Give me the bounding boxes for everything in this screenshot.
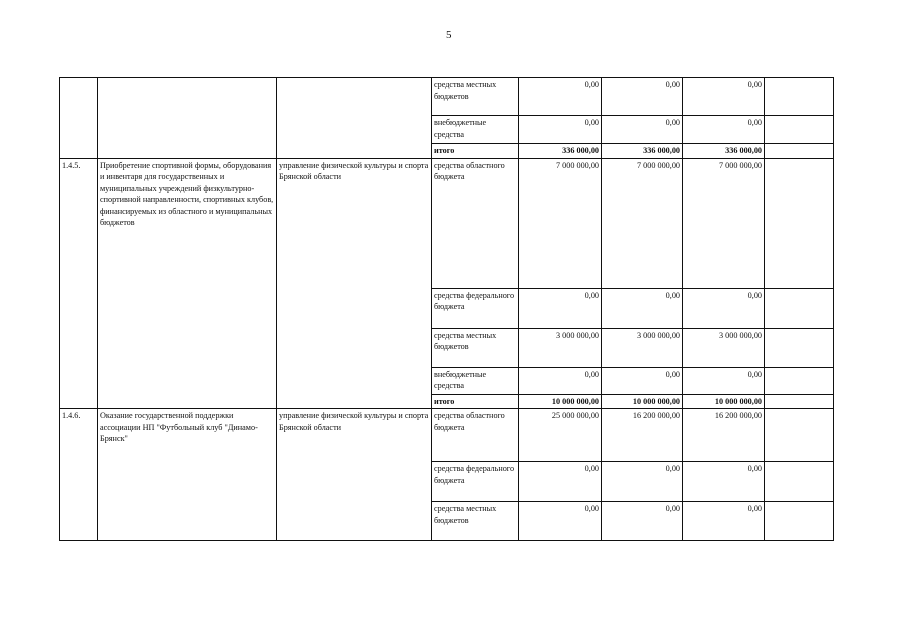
row-code	[60, 78, 98, 159]
amount-2: 0,00	[602, 116, 683, 144]
amount-2: 0,00	[602, 462, 683, 502]
table-row	[60, 158, 834, 288]
extra-cell	[765, 367, 834, 394]
extra-cell	[765, 409, 834, 462]
extra-cell	[765, 116, 834, 144]
amount-1: 0,00	[519, 367, 602, 394]
amount-2: 7 000 000,00	[602, 158, 683, 288]
extra-cell	[765, 144, 834, 159]
amount-3: 0,00	[683, 116, 765, 144]
amount-1: 336 000,00	[519, 144, 602, 159]
funding-source: средства местных бюджетов	[432, 502, 519, 541]
amount-1: 10 000 000,00	[519, 394, 602, 409]
funding-source: средства областного бюджета	[432, 409, 519, 462]
row-executor: управление физической культуры и спорта Брянской области	[277, 158, 432, 409]
extra-cell	[765, 78, 834, 116]
amount-3: 0,00	[683, 78, 765, 116]
amount-1: 3 000 000,00	[519, 328, 602, 367]
table-row	[60, 409, 834, 462]
amount-3: 16 200 000,00	[683, 409, 765, 462]
amount-2: 0,00	[602, 288, 683, 328]
amount-3: 0,00	[683, 462, 765, 502]
amount-3: 0,00	[683, 367, 765, 394]
budget-table	[59, 77, 834, 541]
row-code: 1.4.5.	[60, 158, 98, 409]
amount-3: 0,00	[683, 502, 765, 541]
page-number: 5	[446, 29, 452, 41]
table-row	[60, 78, 834, 116]
amount-1: 0,00	[519, 116, 602, 144]
row-executor	[277, 78, 432, 159]
amount-1: 0,00	[519, 288, 602, 328]
amount-3: 0,00	[683, 288, 765, 328]
amount-2: 0,00	[602, 367, 683, 394]
row-name: Оказание государственной поддержки ассоциации НП "Футбольный клуб "Динамо-Брянск"	[98, 409, 277, 541]
amount-2: 16 200 000,00	[602, 409, 683, 462]
amount-2: 3 000 000,00	[602, 328, 683, 367]
row-code: 1.4.6.	[60, 409, 98, 541]
amount-1: 7 000 000,00	[519, 158, 602, 288]
funding-source: итого	[432, 394, 519, 409]
amount-2: 0,00	[602, 502, 683, 541]
amount-3: 3 000 000,00	[683, 328, 765, 367]
funding-source: внебюджетные средства	[432, 367, 519, 394]
extra-cell	[765, 158, 834, 288]
amount-3: 7 000 000,00	[683, 158, 765, 288]
amount-1: 0,00	[519, 502, 602, 541]
amount-1: 0,00	[519, 462, 602, 502]
amount-1: 25 000 000,00	[519, 409, 602, 462]
amount-2: 0,00	[602, 78, 683, 116]
funding-source: средства местных бюджетов	[432, 78, 519, 116]
amount-1: 0,00	[519, 78, 602, 116]
extra-cell	[765, 502, 834, 541]
funding-source: средства федерального бюджета	[432, 462, 519, 502]
amount-2: 10 000 000,00	[602, 394, 683, 409]
funding-source: средства местных бюджетов	[432, 328, 519, 367]
row-name: Приобретение спортивной формы, оборудования и инвентаря для государственных и муниципальных учреждений физкультурно-спортивной направленности, спортивных клубов, финансируемых из областного и муниципальных бюджетов	[98, 158, 277, 409]
amount-3: 336 000,00	[683, 144, 765, 159]
row-executor: управление физической культуры и спорта Брянской области	[277, 409, 432, 541]
funding-source: средства федерального бюджета	[432, 288, 519, 328]
extra-cell	[765, 462, 834, 502]
extra-cell	[765, 328, 834, 367]
funding-source: итого	[432, 144, 519, 159]
extra-cell	[765, 394, 834, 409]
extra-cell	[765, 288, 834, 328]
funding-source: внебюджетные средства	[432, 116, 519, 144]
row-name	[98, 78, 277, 159]
amount-2: 336 000,00	[602, 144, 683, 159]
amount-3: 10 000 000,00	[683, 394, 765, 409]
funding-source: средства областного бюджета	[432, 158, 519, 288]
